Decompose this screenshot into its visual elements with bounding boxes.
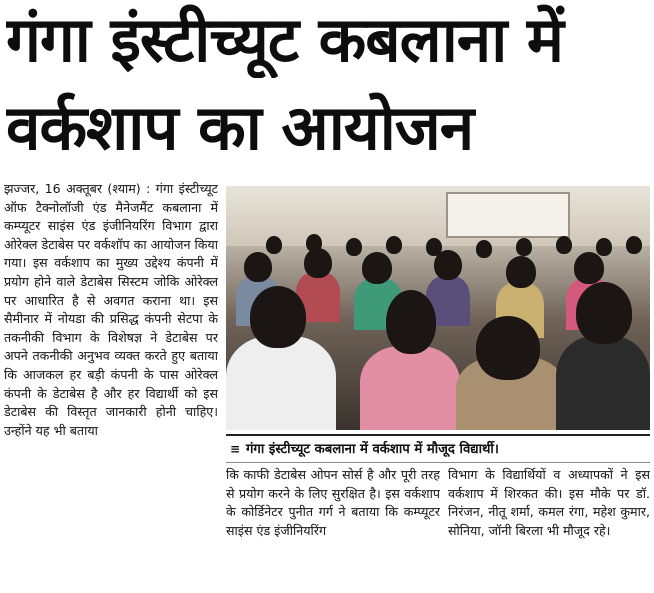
article-column-3: विभाग के विद्यार्थियों व अध्यापकों ने इस वर्कशाप में शिरकत की। इस मौके पर डॉ. निरंजन, नीतू शर्मा, कमल रंगा, महेश कुमार, सोनिया, जॉनी बिरला भी मौजूद रहे। [448,467,650,538]
headline-line-2: वर्कशाप का आयोजन [6,91,474,164]
news-photo [226,186,650,430]
photo-caption-text: गंगा इंस्टीच्यूट कबलाना में वर्कशाप में मौजूद विद्यार्थी। [246,442,499,457]
article-column-2: कि काफी डेटाबेस ओपन सोर्स है और पूरी तरह से प्रयोग करने के लिए सुरक्षित है। इस वर्कशाप के कोर्डिनेटर पुनीत गर्ग ने बताया कि कम्प्यूटर साइंस एंड इंजीनियरिंग [226,467,440,538]
caption-arrow-icon: ≡ [230,442,241,456]
article-column-1: झज्जर, 16 अक्तूबर (श्याम) : गंगा इंस्टीच्यूट ऑफ टैक्नोलॉजी एंड मैनेजमैंट कबलाना में कम्प्यूटर साइंस एंड इंजीनियरिंग विभाग द्वारा ओरेक्ल डेटाबेस पर वर्कशॉप का आयोजन किया गया। इस वर्कशाप का मुख्य उद्देश्य कंपनी में प्रयोग होने वाले डेटाबेस सिस्टम जोकि ओरेक्ल पर आधारित है से अवगत कराना था। इस सैमीनार में नोयडा की प्रसिद्ध कंपनी सेटपा के तकनीकी विभाग के विशेषज्ञ ने डेटाबेस पर अपने तकनीकी अनुभव व्यक्त करते हुए बताया कि आजकल हर बड़ी कंपनी के पास ओरेक्ल कंपनी के डेटाबेस है और हर विद्यार्थी को इस डेटाबेस की विस्तृत जानकारी होनी चाहिए। उन्होंने यह भी बताया [4,181,218,438]
projector-screen [446,192,570,238]
classroom-wall [226,186,650,246]
headline-line-1: गंगा इंस्टीच्यूट कबलाना में [6,3,563,76]
photo-caption [226,434,650,463]
